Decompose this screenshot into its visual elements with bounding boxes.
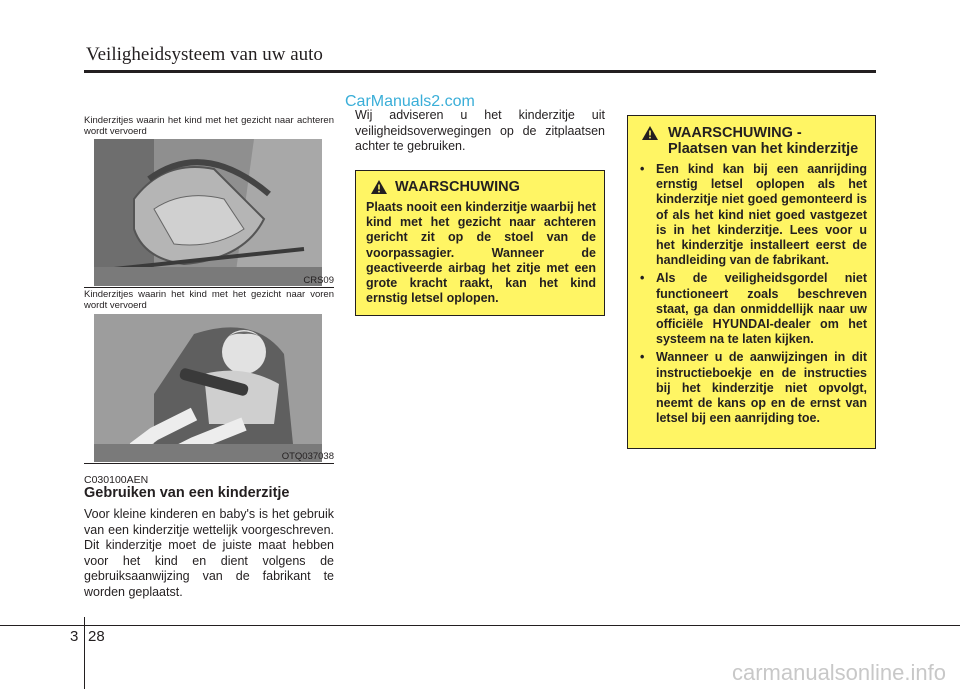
- warning-body: Plaats nooit een kinderzitje waarbij het kind met het gezicht naar achteren gericht zit op de stoel van de voorpassagier. Wanneer de geactiveerde airbag het zitje met een grote kracht raakt, kan het kind ernstig letsel oplopen.: [366, 200, 596, 306]
- page-number: 28: [88, 628, 105, 645]
- column2-intro: Wij adviseren u het kinderzitje uit veiligheidsoverwegingen op de zitplaatsen achter te gebruiken.: [355, 108, 605, 153]
- image-code: CRS09: [303, 275, 334, 286]
- warning-list-item: • Een kind kan bij een aanrijding ernstig letsel oplopen als het kinderzitje niet goed gemonteerd is of als het kind niet goed vastgezet is in het kinderzitje. Lees voor u het kinderzitje installeert eerst de handleiding van de fabrikant.: [634, 162, 867, 268]
- forward-facing-child-seat-image: [94, 314, 322, 462]
- image-divider: [84, 463, 334, 464]
- header-divider: [84, 70, 876, 73]
- warning-header: [642, 125, 867, 141]
- footer-divider: [0, 625, 960, 626]
- image-divider: [84, 287, 334, 288]
- warning-list-item: • Wanneer u de aanwijzingen in dit instructieboekje en de instructies bij het kinderzitje niet opvolgt, neemt de kans op en de ernst van letsel bij een aanrijding toe.: [634, 350, 867, 426]
- image-caption-forward-facing: Kinderzitjes waarin het kind met het gezicht naar voren wordt vervoerd: [84, 289, 334, 311]
- warning-list: [634, 162, 867, 426]
- warning-title: WAARSCHUWING: [395, 179, 520, 195]
- warning-title: WAARSCHUWING -: [668, 125, 802, 141]
- watermark-top: CarManuals2.com: [345, 93, 475, 110]
- footer-vertical-divider: [84, 617, 85, 689]
- image-caption-rear-facing: Kinderzitjes waarin het kind met het gezicht naar achteren wordt vervoerd: [84, 115, 334, 137]
- warning-triangle-icon: [371, 180, 387, 194]
- warning-header: [371, 179, 596, 195]
- warning-list-item: • Als de veiligheidsgordel niet functioneert zoals beschreven staat, ga dan onmiddellijk naar uw officiële HYUNDAI-dealer om het systeem na te laten kijken.: [634, 271, 867, 347]
- watermark-bottom: carmanualsonline.info: [731, 660, 946, 685]
- section-code: C030100AEN: [84, 474, 149, 486]
- warning-box-front-seat: [355, 170, 605, 316]
- warning-subtitle: Plaatsen van het kinderzitje: [668, 141, 859, 157]
- page-header-title: Veiligheidsysteem van uw auto: [86, 44, 323, 65]
- rear-facing-child-seat-image: [94, 139, 322, 286]
- section-body: Voor kleine kinderen en baby's is het gebruik van een kinderzitje wettelijk voorgeschreven. Dit kinderzitje moet de juiste maat hebben voor het kind en dient volgens de gebruiksaanwijzing van de fabrikant te worden geplaatst.: [84, 507, 334, 599]
- chapter-number: 3: [70, 628, 79, 645]
- image-code: OTQ037038: [281, 451, 334, 462]
- section-title: Gebruiken van een kinderzitje: [84, 485, 290, 501]
- warning-triangle-icon: [642, 126, 658, 140]
- warning-box-placement: [627, 115, 876, 449]
